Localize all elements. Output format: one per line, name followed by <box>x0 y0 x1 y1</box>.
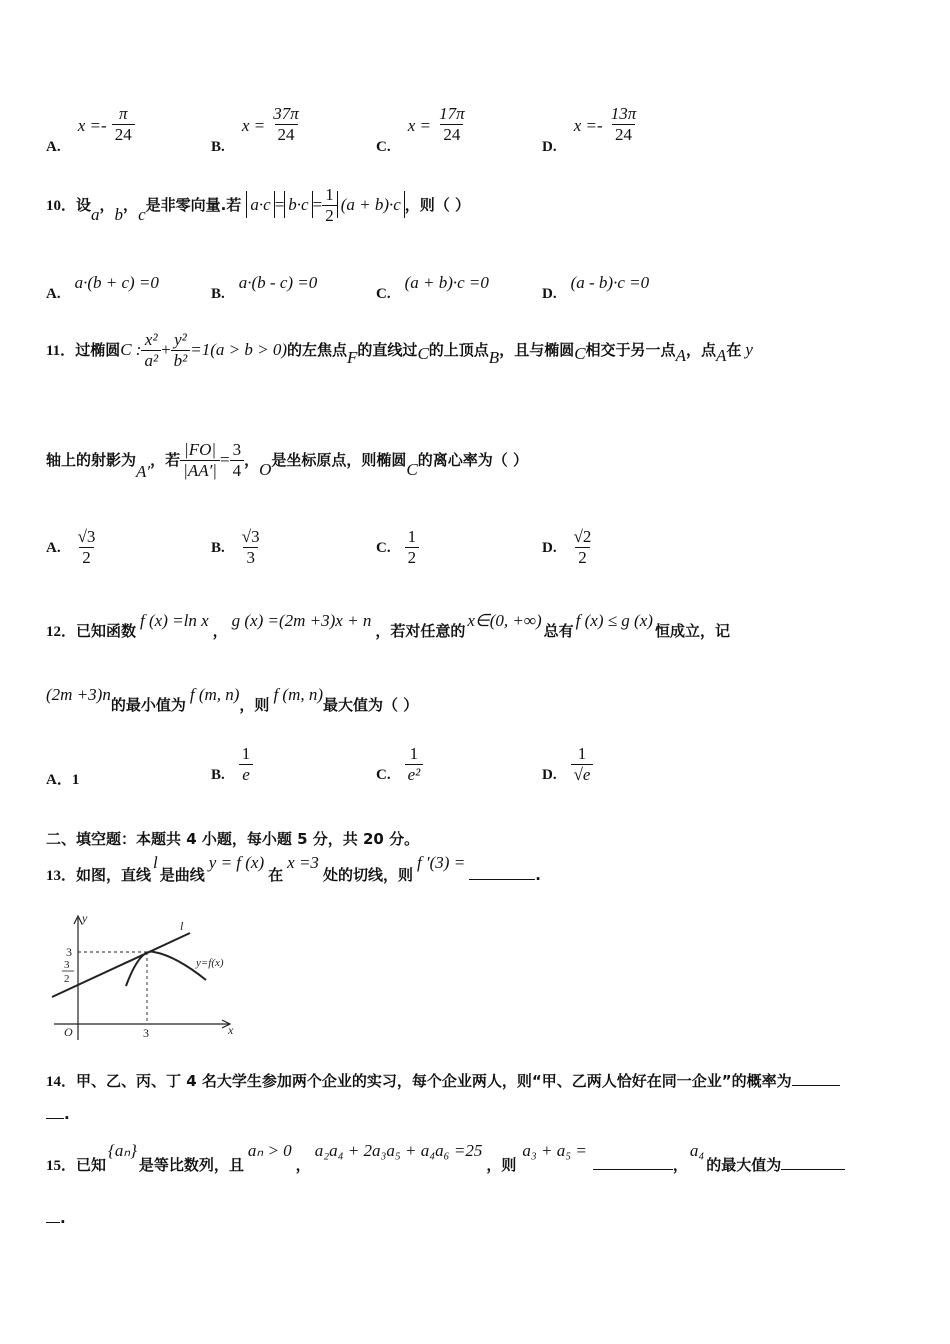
x-axis-label: x <box>228 1023 234 1037</box>
q11-option-c: C. $\frac{1}{2}$ <box>376 527 419 568</box>
fraction: $\frac{\pi}{24}$ <box>112 104 135 145</box>
abs-condition: a·c = b·c = $\frac{1}{2}$ (a + b)·c <box>246 185 404 226</box>
section-heading: 二、填空题：本题共 4 小题，每小题 5 分，共 20 分。 <box>46 830 420 848</box>
q12-option-c: C. $\frac{1}{\text{e²}}$ <box>376 744 423 785</box>
question-13: 13．如图，直线l是曲线y = f (x)在x =3处的切线，则f ′(3) =. <box>46 853 541 884</box>
q12-option-a: A．1 <box>46 772 80 788</box>
y-tick-fraction-num: 3 <box>64 959 70 971</box>
q12-option-b: B. $\frac{1}{e}$ <box>211 744 253 785</box>
question-15: 15．已知{aₙ}是等比数列，且aₙ > 0，a₂a₄ + 2a₃a₅ + a₄a₆ =25，则a₃ + a₅ =，a₄的最大值为 <box>46 1140 845 1161</box>
line-l-label: l <box>180 919 184 933</box>
question-12-line1: 12．已知函数f (x) =ln x，g (x) =(2m +3)x + n，若对任意的x∈(0, +∞)总有f (x) ≤ g (x)恒成立，记 <box>46 611 730 640</box>
ratio-fraction: $\frac{|FO|}{|AA'|}$ <box>180 440 220 481</box>
fraction: $\frac{37\pi}{24}$ <box>273 104 299 144</box>
question-14-continuation: . <box>46 1104 70 1123</box>
question-10: 10．设a，b，c是非零向量.若 a·c = b·c = $\frac{1}{2}$ (a + b)·c ，则（ ） <box>46 185 471 225</box>
answer-blank-continuation[interactable] <box>46 1118 64 1119</box>
y-tick-fraction-den: 2 <box>64 973 70 985</box>
answer-blank-sum[interactable] <box>593 1169 673 1170</box>
answer-blank-max[interactable] <box>781 1169 845 1170</box>
q9-option-a: A. x =- $\frac{\pi}{24}$ <box>46 104 135 145</box>
half-fraction: $\frac{1}{2}$ <box>322 185 337 226</box>
answer-blank[interactable] <box>792 1085 840 1086</box>
fraction: $\frac{13\pi}{24}$ <box>610 104 637 144</box>
tangent-line-l <box>52 933 190 997</box>
y2-over-b2: $\frac{\text{y²}}{\text{b²}}$ <box>171 330 191 371</box>
q9-option-d: D. x =- $\frac{13\pi}{24}$ <box>542 104 639 145</box>
answer-blank[interactable] <box>469 879 535 880</box>
q11-option-d: D. $\frac{√2}{2}$ <box>542 527 592 567</box>
q10-option-c: C.(a + b)·c =0 <box>376 273 489 302</box>
x2-over-a2: $\frac{\text{x²}}{\text{a²}}$ <box>141 330 161 371</box>
origin-label: O <box>64 1025 73 1039</box>
q11-option-b: B. $\frac{√3}{3}$ <box>211 527 260 567</box>
q9-option-c: C. x = $\frac{17\pi}{24}$ <box>376 104 468 145</box>
q11-option-a: A. $\frac{√3}{2}$ <box>46 527 96 567</box>
q9-option-b: B. x = $\frac{37\pi}{24}$ <box>211 104 302 145</box>
tangent-graph <box>44 910 244 1055</box>
q10-option-d: D.(a - b)·c =0 <box>542 273 650 302</box>
x-tick-3: 3 <box>143 1026 149 1040</box>
fraction: $\frac{17\pi}{24}$ <box>439 104 465 144</box>
question-12-line2: (2m +3)n的最小值为f (m, n)，则f (m, n)最大值为（ ） <box>46 685 419 714</box>
curve-label: y=f(x) <box>196 957 224 969</box>
y-axis-label: y <box>82 911 88 925</box>
answer-blank-continuation[interactable] <box>46 1222 60 1223</box>
y-tick-3: 3 <box>66 945 72 959</box>
question-11-line1: 11．过椭圆C : $\frac{\text{x²}}{\text{a²}}$ + $\frac{\text{y²}}{\text{b²}}$ =1(a > b > 0)的左焦点F的直线过C的上顶点B，且与椭圆C相交于另一点A，点A在 y <box>46 330 753 370</box>
q10-option-a: A.a·(b + c) =0 <box>46 273 159 302</box>
question-15-continuation: . <box>46 1208 66 1227</box>
question-11-line2: 轴上的射影为A′，若 $\frac{|FO|}{|AA'|}$ = $\frac{3}{4}$ ，O是坐标原点，则椭圆C的离心率为（ ） <box>46 440 528 481</box>
q12-option-d: D. $\frac{1}{√e}$ <box>542 744 593 785</box>
q10-option-b: B.a·(b - c) =0 <box>211 273 318 302</box>
question-14: 14．甲、乙、丙、丁 4 名大学生参加两个企业的实习，每个企业两人，则“甲、乙两人恰好在同一企业”的概率为 <box>46 1070 840 1091</box>
value-fraction: $\frac{3}{4}$ <box>230 440 245 481</box>
